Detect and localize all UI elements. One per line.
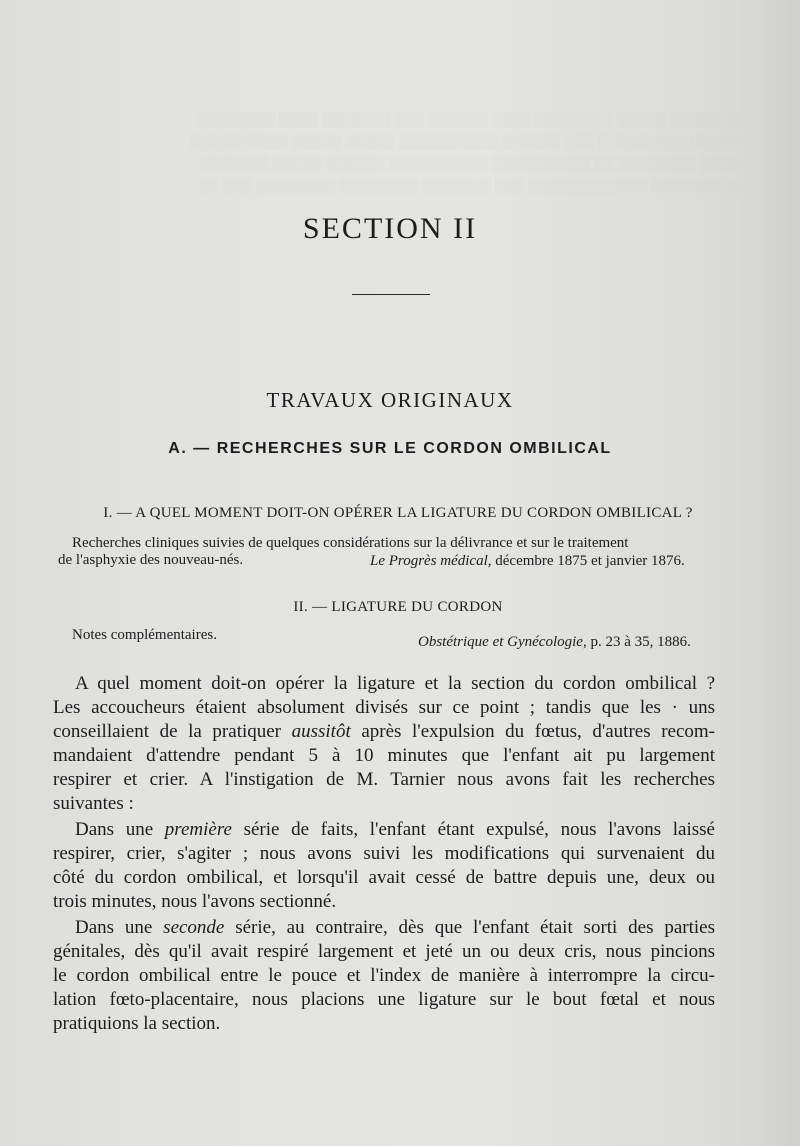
paragraph-1-line: respirer et crier. A l'instigation de M. Tarnier nous avons fait les recherches xyxy=(53,769,715,790)
subsection-heading: A. — RECHERCHES SUR LE CORDON OMBILICAL xyxy=(168,440,612,457)
paragraph-1 xyxy=(53,672,715,816)
entry-1-description-line2: de l'asphyxie des nouveau-nés. xyxy=(58,552,244,568)
text-run: série, au contraire, dès que l'enfant était sorti des parties xyxy=(224,917,715,938)
chapter-subtitle: TRAVAUX ORIGINAUX xyxy=(266,388,514,412)
entry-1-heading: I. — A QUEL MOMENT DOIT-ON OPÉRER LA LIGATURE DU CORDON OMBILICAL ? xyxy=(103,505,693,521)
entry-2-heading: II. — LIGATURE DU CORDON xyxy=(293,599,503,615)
paragraph-2-line: trois minutes, nous l'avons sectionné. xyxy=(53,891,337,912)
entry-2-journal: Obstétrique et Gynécologie, xyxy=(418,634,587,650)
paragraph-3 xyxy=(53,916,715,1036)
paragraph-3-line xyxy=(53,916,715,940)
entry-2-citation xyxy=(418,634,691,651)
text-run: Dans une xyxy=(75,819,165,840)
section-title: SECTION II xyxy=(302,212,478,245)
entry-1-date: décembre 1875 et janvier 1876. xyxy=(491,553,685,569)
paragraph-2-line: respirer, crier, s'agiter ; nous avons suivi les modifications qui survenaient du xyxy=(53,843,715,864)
paragraph-1-line: A quel moment doit-on opérer la ligature et la section du cordon ombilical ? xyxy=(75,673,715,694)
paragraph-2 xyxy=(53,818,715,914)
paragraph-3-line: pratiquions la section. xyxy=(53,1013,221,1034)
paragraph-1-line: suivantes : xyxy=(53,793,134,814)
paragraph-3-line: le cordon ombilical entre le pouce et l'index de manière à interrompre la circu- xyxy=(53,965,715,986)
paragraph-1-line: Les accoucheurs étaient absolument divisés sur ce point ; tandis que les · uns xyxy=(53,697,715,718)
paragraph-2-line: côté du cordon ombilical, et lorsqu'il avait cessé de battre depuis une, deux ou xyxy=(53,867,715,888)
text-run: conseillaient de la pratiquer xyxy=(53,721,292,742)
title-rule-divider xyxy=(352,294,430,295)
text-run: série de faits, l'enfant étant expulsé, nous l'avons laissé xyxy=(231,819,715,840)
emphasis-text: première xyxy=(164,819,232,840)
entry-2-date: p. 23 à 35, 1886. xyxy=(586,634,691,650)
paragraph-3-line: génitales, dès qu'il avait respiré largement et jeté un ou deux cris, nous pincions xyxy=(53,941,715,962)
text-run: après l'expulsion du fœtus, d'autres recom- xyxy=(350,721,716,742)
text-run: Dans une xyxy=(75,917,164,938)
emphasis-text: seconde xyxy=(163,917,225,938)
emphasis-text: aussitôt xyxy=(291,721,351,742)
entry-1-citation xyxy=(370,553,685,570)
paragraph-1-line xyxy=(53,720,715,744)
entry-1-journal: Le Progrès médical, xyxy=(370,553,492,569)
paragraph-1-line: mandaient d'attendre pendant 5 à 10 minutes que l'enfant ait pu largement xyxy=(53,745,715,766)
entry-1-description-line1: Recherches cliniques suivies de quelques considérations sur la délivrance et sur le traitement xyxy=(72,535,629,551)
paragraph-2-line xyxy=(53,818,715,842)
paragraph-3-line: lation fœto-placentaire, nous placions une ligature sur le bout fœtal et nous xyxy=(53,989,715,1010)
entry-2-description: Notes complémentaires. xyxy=(72,627,217,643)
show-through-texture: ░░░░░░░ ░░░░░ ░░░░░░░░ ░░░░ ░░░░░░ ░░░ ░░░░░░░ ░░░░ ░░░░░░░░ ░░░░░ ░░░░░░░░░ ░░░ ░░░░░░ ░░░░░░░░░░ ░░░░░ ░░░░░ ░░░░░░░░░░ ░░░░ ░░░░░░░░ ░░ ░░░░░░░░░░ ░░░░░░░░░░ ░░░░░░ ░░░░░ ░░░░░░░ ░░░░░░░░░ ░░░░░░░░░░░░ ░░░ ░░░░░░░ ░░░░░░░░ ░░░░░░░░ ░░░ ░░ xyxy=(189,113,740,194)
